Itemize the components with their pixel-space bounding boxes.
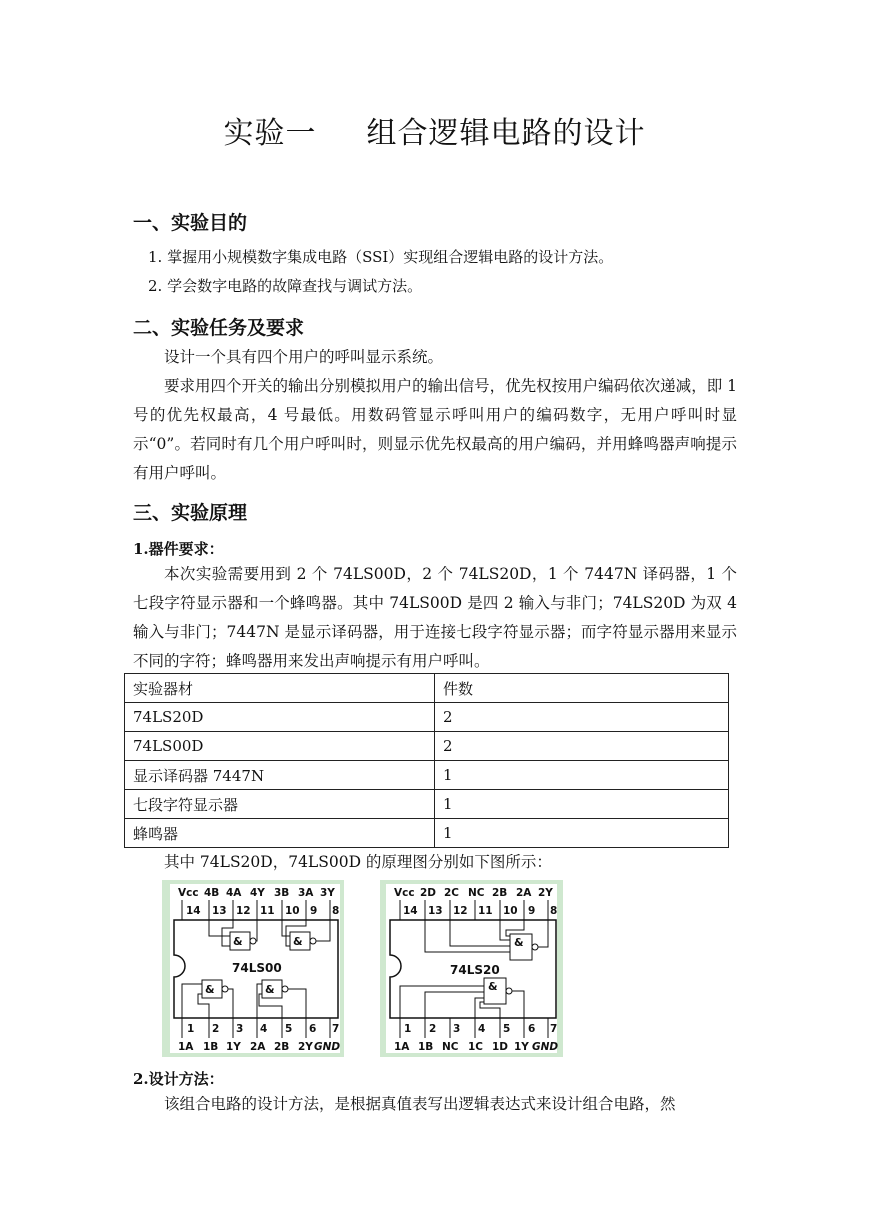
table-cell: 74LS20D — [125, 703, 435, 732]
bottom-pin-number: 3 — [236, 1023, 244, 1035]
top-pin-label: NC — [468, 887, 485, 899]
bottom-pin-number: 6 — [309, 1023, 317, 1035]
bottom-pin-label: GND — [532, 1041, 559, 1053]
subheading-design-method: 2.设计方法： — [133, 1070, 224, 1088]
table-cell: 74LS00D — [125, 732, 435, 761]
bottom-pin-number: 4 — [260, 1023, 268, 1035]
top-pin-label: 4A — [226, 887, 242, 899]
bottom-pin-number: 1 — [404, 1023, 412, 1035]
bottom-pin-label: NC — [442, 1041, 459, 1053]
top-pin-number: 14 — [403, 905, 418, 917]
bottom-pin-label: 1D — [492, 1041, 509, 1053]
equipment-table — [124, 673, 729, 848]
bottom-pin-label: 1B — [203, 1041, 219, 1053]
table-row — [125, 761, 729, 790]
table-cell: 2 — [435, 703, 729, 732]
bottom-pin-label: 2Y — [298, 1041, 313, 1053]
bottom-pin-label: 2B — [274, 1041, 290, 1053]
bottom-pin-label: 1A — [394, 1041, 410, 1053]
purpose-item-2: 2. 学会数字电路的故障查找与调试方法。 — [148, 277, 423, 295]
top-pin-number: 14 — [186, 905, 201, 917]
bottom-pin-number: 1 — [187, 1023, 195, 1035]
top-pin-number: 11 — [260, 905, 275, 917]
top-pin-number: 10 — [503, 905, 518, 917]
bottom-pin-number: 5 — [503, 1023, 511, 1035]
chip-74ls00-diagram — [162, 880, 344, 1057]
subheading-components: 1.器件要求： — [133, 540, 224, 558]
table-row — [125, 819, 729, 848]
title-part1: 实验一 — [223, 116, 317, 151]
top-pin-label: 3Y — [320, 887, 335, 899]
top-pin-label: 3B — [274, 887, 290, 899]
bottom-pin-label: 1C — [468, 1041, 484, 1053]
section-heading-task: 二、实验任务及要求 — [133, 317, 305, 339]
top-pin-label: 2A — [516, 887, 532, 899]
bottom-pin-number: 3 — [453, 1023, 461, 1035]
bottom-pin-number: 2 — [429, 1023, 437, 1035]
top-pin-label: Vcc — [178, 887, 199, 899]
table-cell: 1 — [435, 790, 729, 819]
top-pin-number: 8 — [550, 905, 558, 917]
bottom-pin-label: 2A — [250, 1041, 266, 1053]
task-paragraph-2: 要求用四个开关的输出分别模拟用户的输出信号，优先权按用户编码依次递减，即 1 号的优先权最高，4 号最低。用数码管显示呼叫用户的编码数字，无用户呼叫时显示“0”。若同时有几个用户呼叫时，则显示优先权最高的用户编码，并用蜂鸣器声响提示有用户呼叫。 — [133, 377, 737, 482]
top-pin-number: 9 — [528, 905, 536, 917]
top-pin-number: 12 — [236, 905, 251, 917]
gate-symbol: & — [488, 980, 498, 993]
top-pin-number: 13 — [428, 905, 443, 917]
bottom-pin-number: 2 — [212, 1023, 220, 1035]
gate-symbol: & — [514, 936, 524, 949]
table-cell: 1 — [435, 819, 729, 848]
bottom-pin-number: 7 — [332, 1023, 340, 1035]
top-pin-label: 4Y — [250, 887, 265, 899]
bottom-pin-number: 5 — [285, 1023, 293, 1035]
table-cell: 显示译码器 7447N — [125, 761, 435, 790]
task-paragraph-1: 设计一个具有四个用户的呼叫显示系统。 — [164, 348, 444, 366]
bottom-pin-label: 1Y — [226, 1041, 241, 1053]
bottom-pin-number: 6 — [528, 1023, 536, 1035]
design-method-paragraph: 该组合电路的设计方法，是根据真值表写出逻辑表达式来设计组合电路，然 — [164, 1095, 676, 1113]
gate-symbol: & — [293, 935, 303, 948]
chip-74ls20-diagram — [380, 880, 563, 1057]
top-pin-label: 2C — [444, 887, 460, 899]
bottom-pin-label: GND — [314, 1041, 341, 1053]
top-pin-label: Vcc — [394, 887, 415, 899]
top-pin-number: 13 — [212, 905, 227, 917]
top-pin-label: 2B — [492, 887, 508, 899]
chip-name: 74LS20 — [450, 963, 500, 977]
table-header-cell: 实验器材 — [125, 674, 435, 703]
table-row — [125, 732, 729, 761]
top-pin-label: 2Y — [538, 887, 553, 899]
table-cell: 蜂鸣器 — [125, 819, 435, 848]
bottom-pin-label: 1A — [178, 1041, 194, 1053]
top-pin-number: 8 — [332, 905, 340, 917]
table-cell: 2 — [435, 732, 729, 761]
table-header-cell: 件数 — [435, 674, 729, 703]
top-pin-number: 12 — [453, 905, 468, 917]
top-pin-label: 4B — [204, 887, 220, 899]
page-title — [0, 108, 869, 152]
bottom-pin-number: 7 — [550, 1023, 558, 1035]
section-heading-purpose: 一、实验目的 — [133, 212, 248, 234]
top-pin-label: 3A — [298, 887, 314, 899]
bottom-pin-number: 4 — [478, 1023, 486, 1035]
section-heading-principle: 三、实验原理 — [133, 502, 248, 524]
table-cell: 1 — [435, 761, 729, 790]
top-pin-number: 9 — [310, 905, 318, 917]
table-header-row — [125, 674, 729, 703]
bottom-pin-label: 1B — [418, 1041, 434, 1053]
table-row — [125, 790, 729, 819]
chip-name: 74LS00 — [232, 961, 282, 975]
table-row — [125, 703, 729, 732]
top-pin-number: 11 — [478, 905, 493, 917]
bottom-pin-label: 1Y — [514, 1041, 529, 1053]
title-part2: 组合逻辑电路的设计 — [366, 116, 646, 151]
table-cell: 七段字符显示器 — [125, 790, 435, 819]
diagram-caption: 其中 74LS20D，74LS00D 的原理图分别如下图所示： — [164, 853, 552, 871]
top-pin-number: 10 — [285, 905, 300, 917]
gate-symbol: & — [205, 983, 215, 996]
top-pin-label: 2D — [420, 887, 437, 899]
gate-symbol: & — [233, 935, 243, 948]
components-paragraph: 本次实验需要用到 2 个 74LS00D，2 个 74LS20D，1 个 7447N 译码器，1 个七段字符显示器和一个蜂鸣器。其中 74LS00D 是四 2 输入与非门；74LS20D 为双 4 输入与非门；7447N 是显示译码器，用于连接七段字符显示器；而字符显示器用来显示不同的字符；蜂鸣器用来发出声响提示有用户呼叫。 — [133, 565, 737, 670]
purpose-item-1: 1. 掌握用小规模数字集成电路（SSI）实现组合逻辑电路的设计方法。 — [148, 248, 614, 266]
gate-symbol: & — [265, 983, 275, 996]
